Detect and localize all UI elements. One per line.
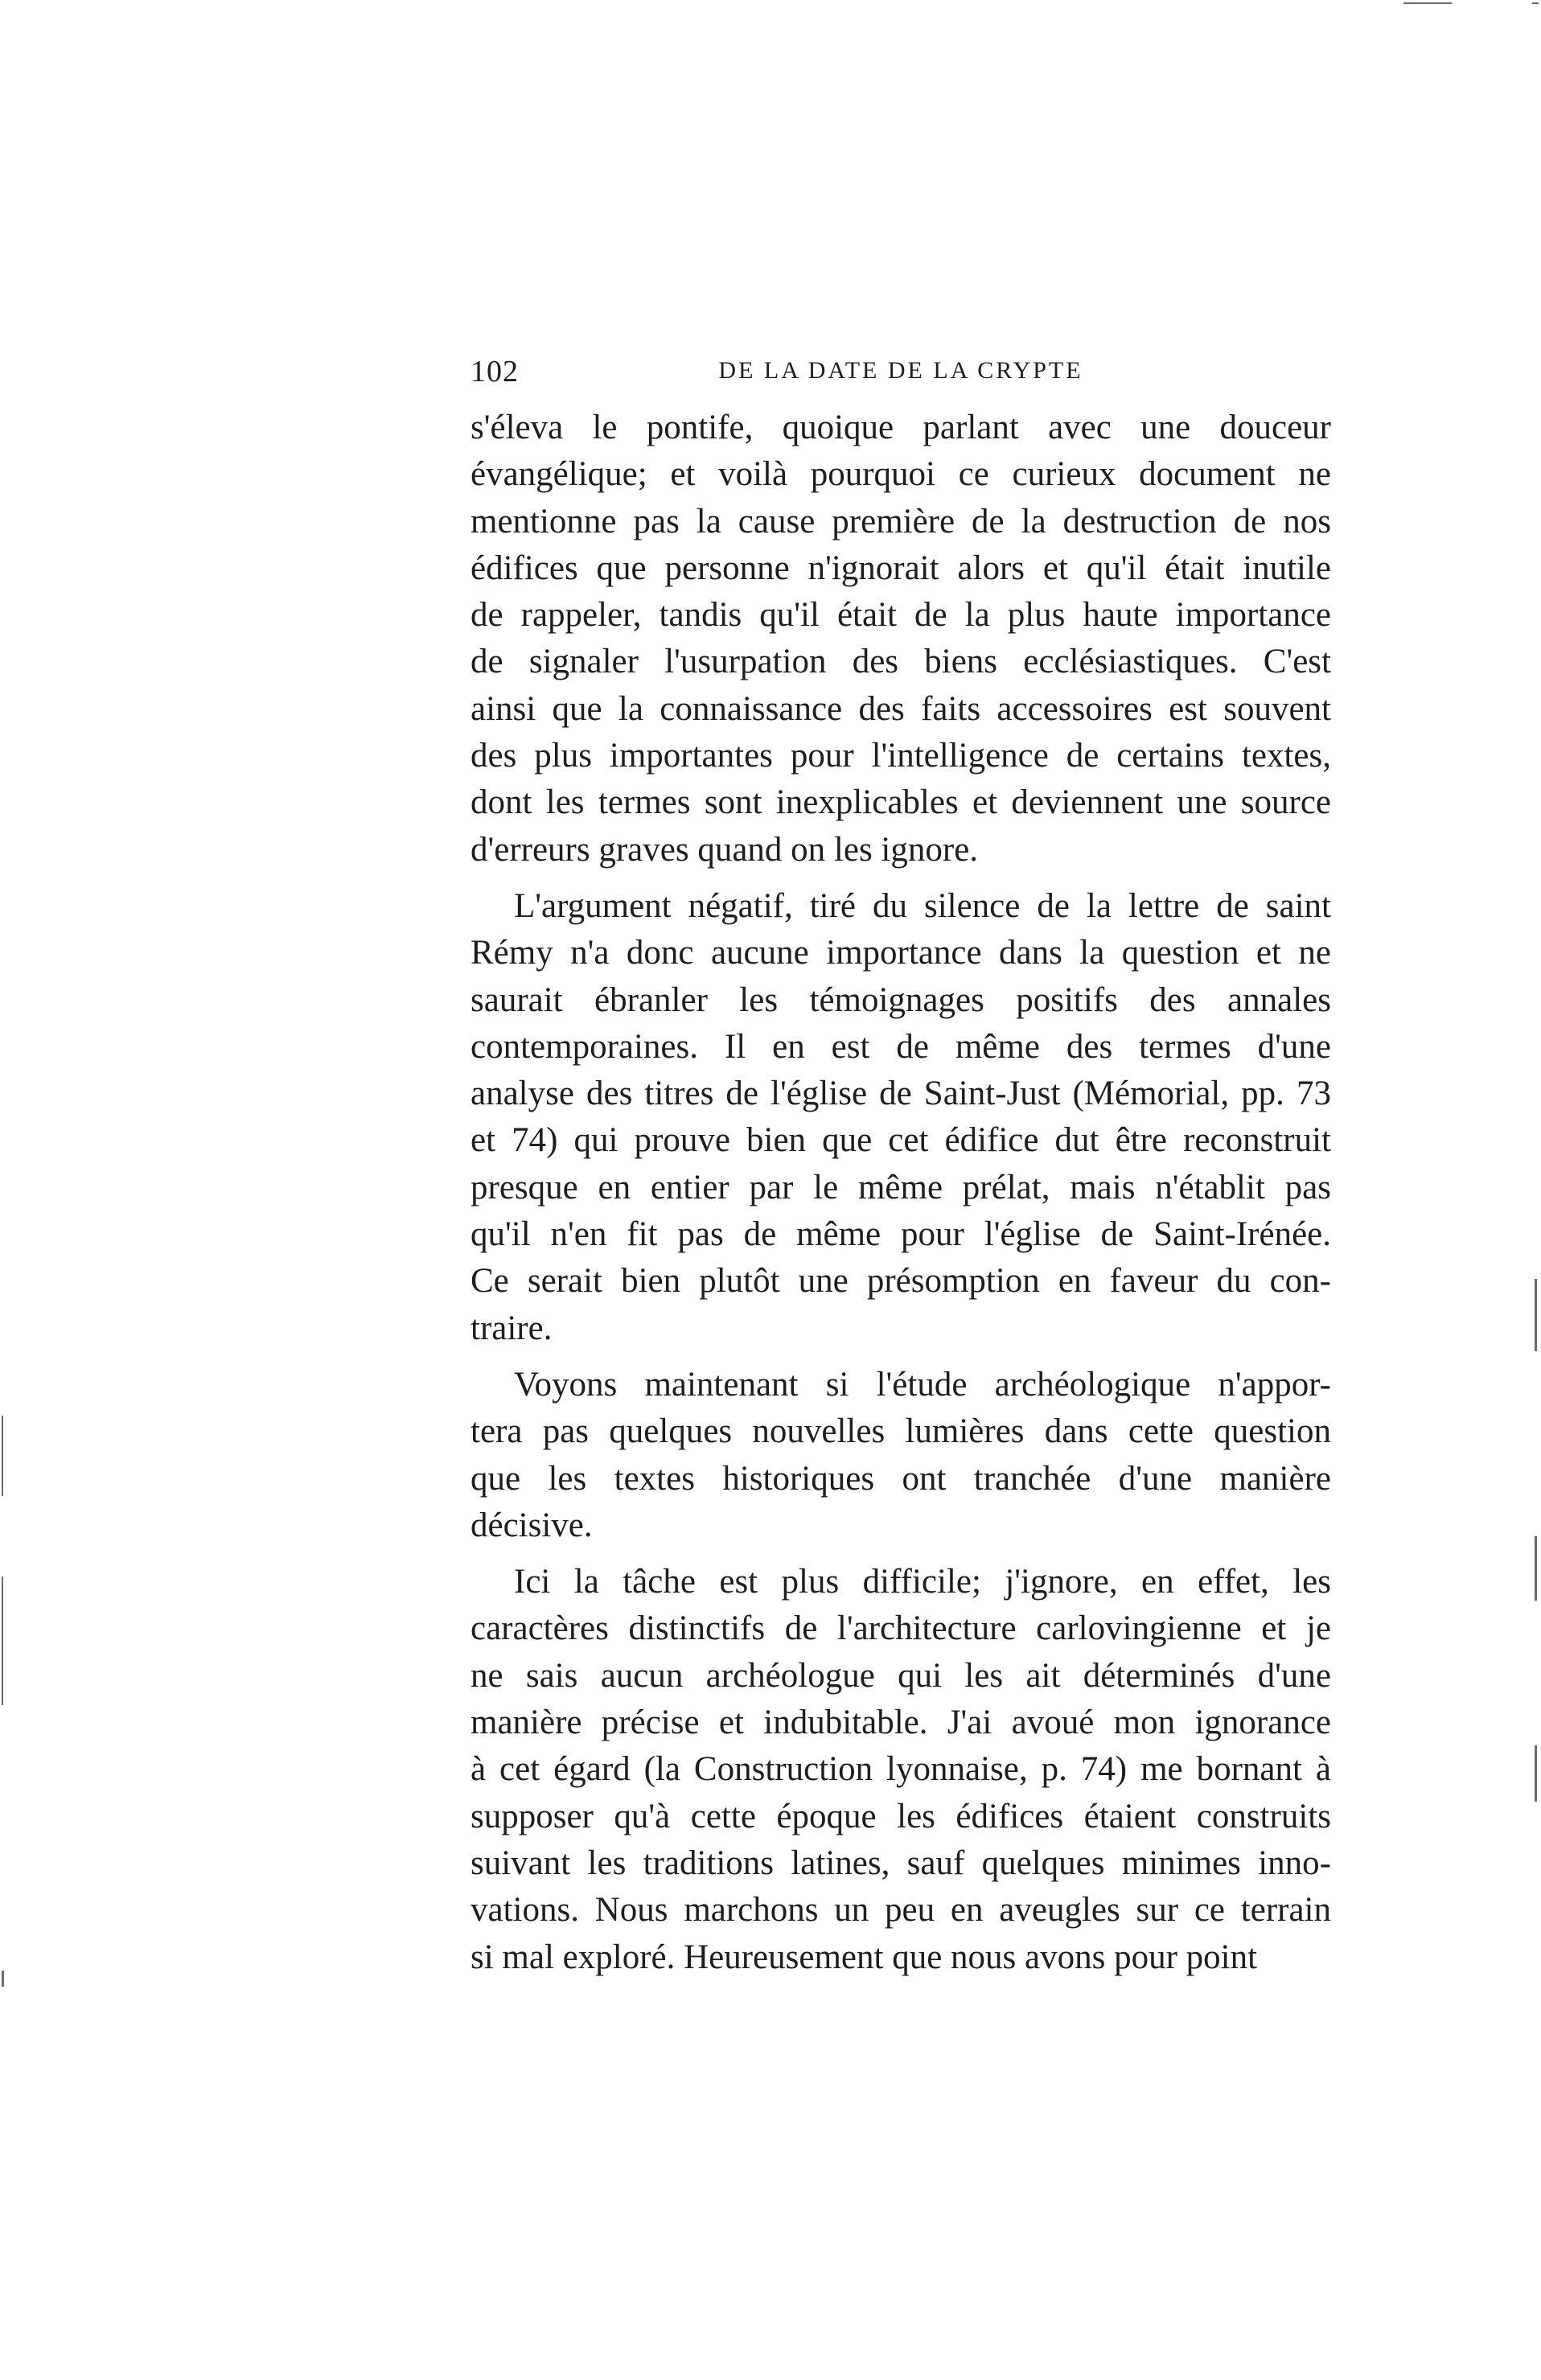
text-line: caractères distinctifs de l'architecture carlovingienne et je [471,1609,1331,1648]
text-line: édifices que personne n'ignorait alors et qu'il était inutile [471,549,1331,587]
text-line: ainsi que la connaissance des faits accessoires est souvent [471,689,1331,728]
paragraph [471,405,1331,873]
body-text [471,405,1331,1981]
paragraph [471,1559,1331,1981]
text-line: si mal exploré. Heureusement que nous avons pour point [471,1938,1258,1976]
text-line: vations. Nous marchons un peu en aveugles sur ce terrain [471,1891,1331,1930]
text-line: mentionne pas la cause première de la destruction de nos [471,502,1331,541]
text-line: Rémy n'a donc aucune importance dans la question et ne [471,934,1331,972]
text-line: traire. [471,1309,553,1347]
text-line: décisive. [471,1506,593,1544]
page-number: 102 [471,355,519,388]
scan-edge-mark [2,1416,3,1496]
scan-edge-mark [1535,1279,1537,1351]
text-line: et 74) qui prouve bien que cet édifice dut être reconstruit [471,1121,1331,1160]
scan-edge-mark [2,1576,3,1705]
paragraph [471,1362,1331,1549]
scan-edge-mark [1535,1745,1537,1802]
text-line: tera pas quelques nouvelles lumières dans cette question [471,1412,1331,1451]
text-line: de rappeler, tandis qu'il était de la plus haute importance [471,596,1331,635]
text-line: s'éleva le pontife, quoique parlant avec une douceur [471,409,1331,446]
paragraph [471,883,1331,1352]
paragraph-gap [471,1549,1331,1559]
text-line: analyse des titres de l'église de Saint-Just (Mémorial, pp. 73 [471,1075,1331,1113]
text-line: saurait ébranler les témoignages positifs des annales [471,980,1331,1019]
text-line: presque en entier par le même prélat, mais n'établit pas [471,1168,1331,1206]
text-line: manière précise et indubitable. J'ai avoué mon ignorance [471,1704,1331,1742]
text-line: dont les termes sont inexplicables et deviennent une source [471,783,1331,822]
text-line: supposer qu'à cette époque les édifices étaient construits [471,1797,1331,1835]
text-line: suivant les traditions latines, sauf quelques minimes inno- [471,1844,1331,1882]
scan-edge-mark [2,1971,4,1987]
scan-edge-mark [1403,2,1452,4]
paragraph-gap [471,1352,1331,1362]
text-line: de signaler l'usurpation des biens ecclésiastiques. C'est [471,643,1331,681]
running-head [471,354,1331,386]
text-line: des plus importantes pour l'intelligence de certains textes, [471,737,1331,775]
text-line: d'erreurs graves quand on les ignore. [471,830,979,869]
text-line: contemporaines. Il en est de même des termes d'une [471,1027,1331,1066]
paragraph-gap [471,873,1331,883]
running-title: DE LA DATE DE LA CRYPTE [718,357,1083,384]
text-line: qu'il n'en fit pas de même pour l'église de Saint-Irénée. [471,1215,1331,1254]
text-line: Ce serait bien plutôt une présomption en faveur du con- [471,1262,1331,1301]
text-line: Ici la tâche est plus difficile; j'ignore, en effet, les [514,1563,1331,1601]
text-line: évangélique; et voilà pourquoi ce curieux document ne [471,455,1331,494]
scan-edge-mark [1535,1536,1537,1601]
text-line: Voyons maintenant si l'étude archéologique n'appor- [514,1365,1331,1404]
text-line: que les textes historiques ont tranchée d'une manière [471,1459,1331,1498]
text-line: ne sais aucun archéologue qui les ait déterminés d'une [471,1656,1331,1695]
text-line: à cet égard (la Construction lyonnaise, p. 74) me bornant à [471,1750,1331,1789]
text-line: L'argument négatif, tiré du silence de la lettre de saint [514,886,1331,925]
scan-edge-mark [1532,2,1539,4]
